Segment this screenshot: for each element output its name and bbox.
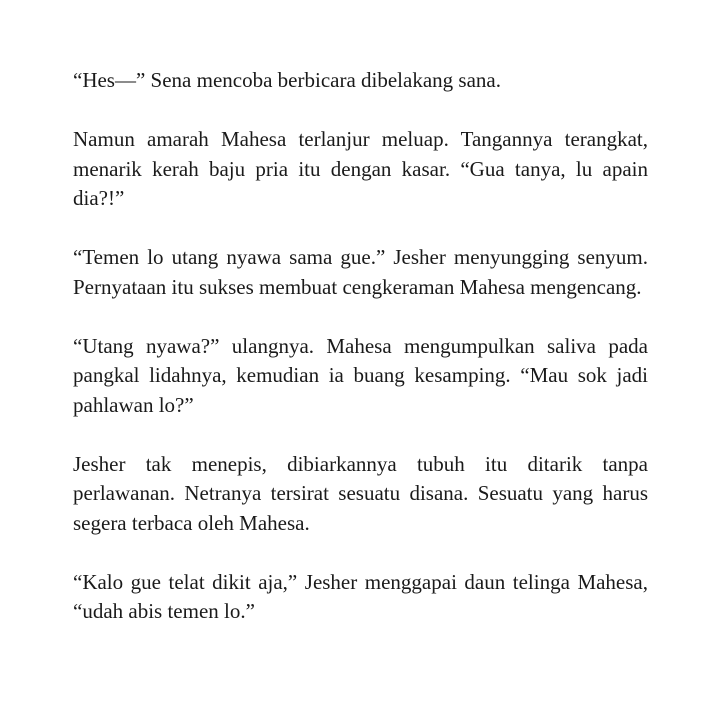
paragraph-1: “Hes—” Sena mencoba berbicara dibelakang sana. bbox=[73, 68, 501, 92]
paragraph-3: “Temen lo utang nyawa sama gue.” Jesher menyungging senyum. Pernyataan itu sukses membuat cengkeraman Mahesa mengencang. bbox=[73, 245, 648, 299]
paragraph-6: “Kalo gue telat dikit aja,” Jesher menggapai daun telinga Mahesa, “udah abis temen lo.” bbox=[73, 569, 648, 623]
paragraph-4: “Utang nyawa?” ulangnya. Mahesa mengumpulkan saliva pada pangkal lidahnya, kemudian ia buang kesamping. “Mau sok jadi pahlawan lo?” bbox=[73, 333, 648, 417]
paragraph-2: Namun amarah Mahesa terlanjur meluap. Tangannya terangkat, menarik kerah baju pria itu dengan kasar. “Gua tanya, lu apain dia?!” bbox=[73, 127, 648, 210]
paragraph-5: Jesher tak menepis, dibiarkannya tubuh itu ditarik tanpa perlawanan. Netranya tersirat sesuatu disana. Sesuatu yang harus segera terbaca oleh Mahesa. bbox=[73, 451, 648, 535]
story-text bbox=[73, 66, 648, 627]
